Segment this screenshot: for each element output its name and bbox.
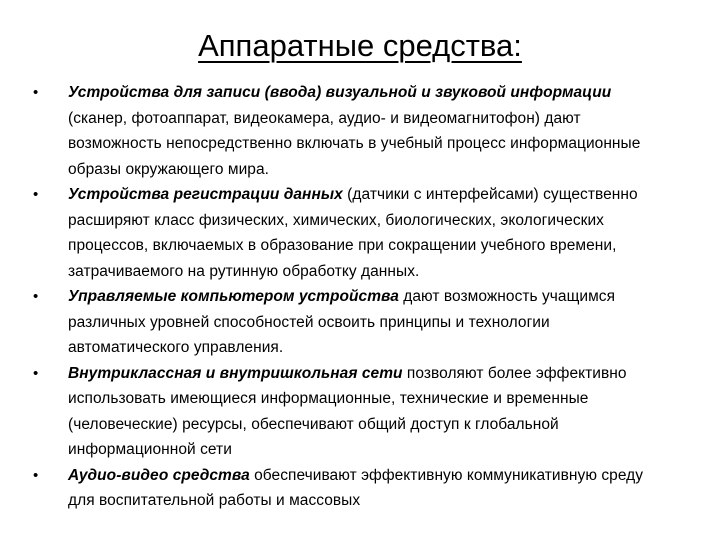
bullet-text: позволяют более эффективно использовать имеющиеся информационные, технические и временные (человеческие) ресурсы, обеспечивают общий доступ к глобальной информационной сети: [68, 364, 627, 458]
bullet-item: [0, 361, 720, 463]
bullet-term: Устройства для записи (ввода) визуальной и звуковой информации: [68, 84, 612, 101]
slide-title: Аппаратные средства:: [198, 28, 522, 63]
bullet-text: (сканер, фотоаппарат, видеокамера, аудио- и видеомагнитофон) дают возможность непосредственно включать в учебный процесс информационные образы окружающего мира.: [68, 109, 641, 178]
bullet-dot-icon: •: [33, 466, 39, 484]
bullet-dot-icon: •: [33, 364, 39, 382]
bullet-term: Устройства регистрации данных: [68, 186, 343, 203]
bullet-term: Аудио-видео средства: [68, 466, 250, 484]
bullet-dot-icon: •: [33, 84, 39, 101]
bullet-term: Управляемые компьютером устройства: [68, 288, 399, 305]
bullet-text: обеспечивают эффективную коммуникативную среду для воспитательной работы и массовых: [68, 466, 644, 509]
bullet-item: [0, 182, 720, 284]
bullet-text: дают возможность учащимся различных уровней способностей освоить принципы и технологии автоматического управления.: [68, 288, 616, 356]
bullet-text: (датчики с интерфейсами) существенно расширяют класс физических, химических, биологических, экологических процессов, включаемых в образование при сокращении учебного времени, затрачиваемого на рутинную обработку данных.: [68, 186, 638, 280]
bullet-list: [0, 80, 720, 514]
bullet-term: Внутриклассная и внутришкольная сети: [68, 364, 403, 382]
bullet-item: [0, 284, 720, 361]
bullet-dot-icon: •: [33, 186, 39, 203]
bullet-item: [0, 463, 720, 514]
bullet-item: [0, 80, 720, 182]
bullet-dot-icon: •: [33, 288, 39, 305]
